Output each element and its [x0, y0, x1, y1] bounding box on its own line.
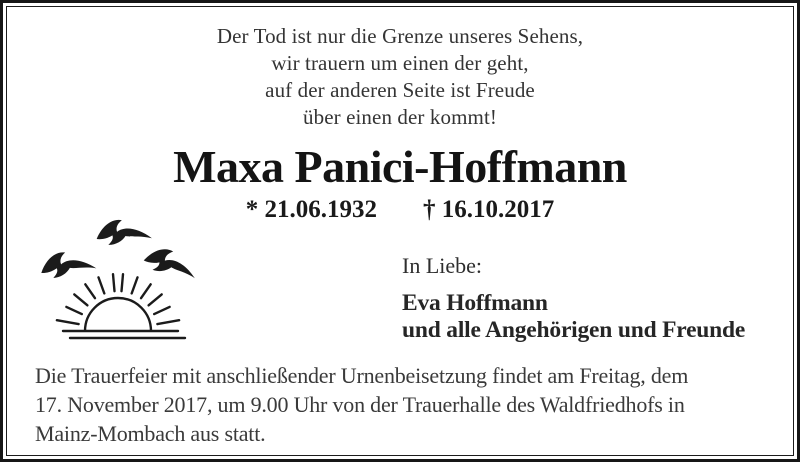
funeral-text-line: 17. November 2017, um 9.00 Uhr von der Trauerhalle des Waldfriedhofs in — [35, 392, 685, 417]
bird-icon — [95, 217, 152, 247]
funeral-text-line: Mainz-Mombach aus statt. — [35, 421, 266, 446]
closing-block — [402, 254, 745, 344]
verse-line: über einen der kommt! — [303, 105, 497, 129]
memorial-verse — [0, 23, 800, 131]
in-liebe-label: In Liebe: — [402, 253, 483, 278]
funeral-details — [35, 361, 780, 448]
bird-icon — [142, 244, 200, 280]
sun-icon — [85, 298, 151, 331]
deceased-name: Maxa Panici-Hoffmann — [173, 141, 627, 192]
verse-line: wir trauern um einen der geht, — [271, 51, 529, 75]
verse-line: Der Tod ist nur die Grenze unseres Sehens, — [216, 24, 584, 48]
verse-line: auf der anderen Seite ist Freude — [265, 78, 535, 102]
birds-sun-illustration — [33, 213, 208, 348]
birth-date: * 21.06.1932 — [245, 196, 377, 223]
death-date: † 16.10.2017 — [423, 196, 555, 223]
bird-icon — [38, 247, 96, 280]
mourner-name: und alle Angehörigen und Freunde — [402, 317, 746, 343]
mourner-name: Eva Hoffmann — [402, 290, 548, 316]
funeral-text-line: Die Trauerfeier mit anschließender Urnenbeisetzung findet am Freitag, dem — [35, 363, 689, 388]
horizon-lines — [63, 331, 185, 338]
mourners-list — [402, 290, 745, 344]
